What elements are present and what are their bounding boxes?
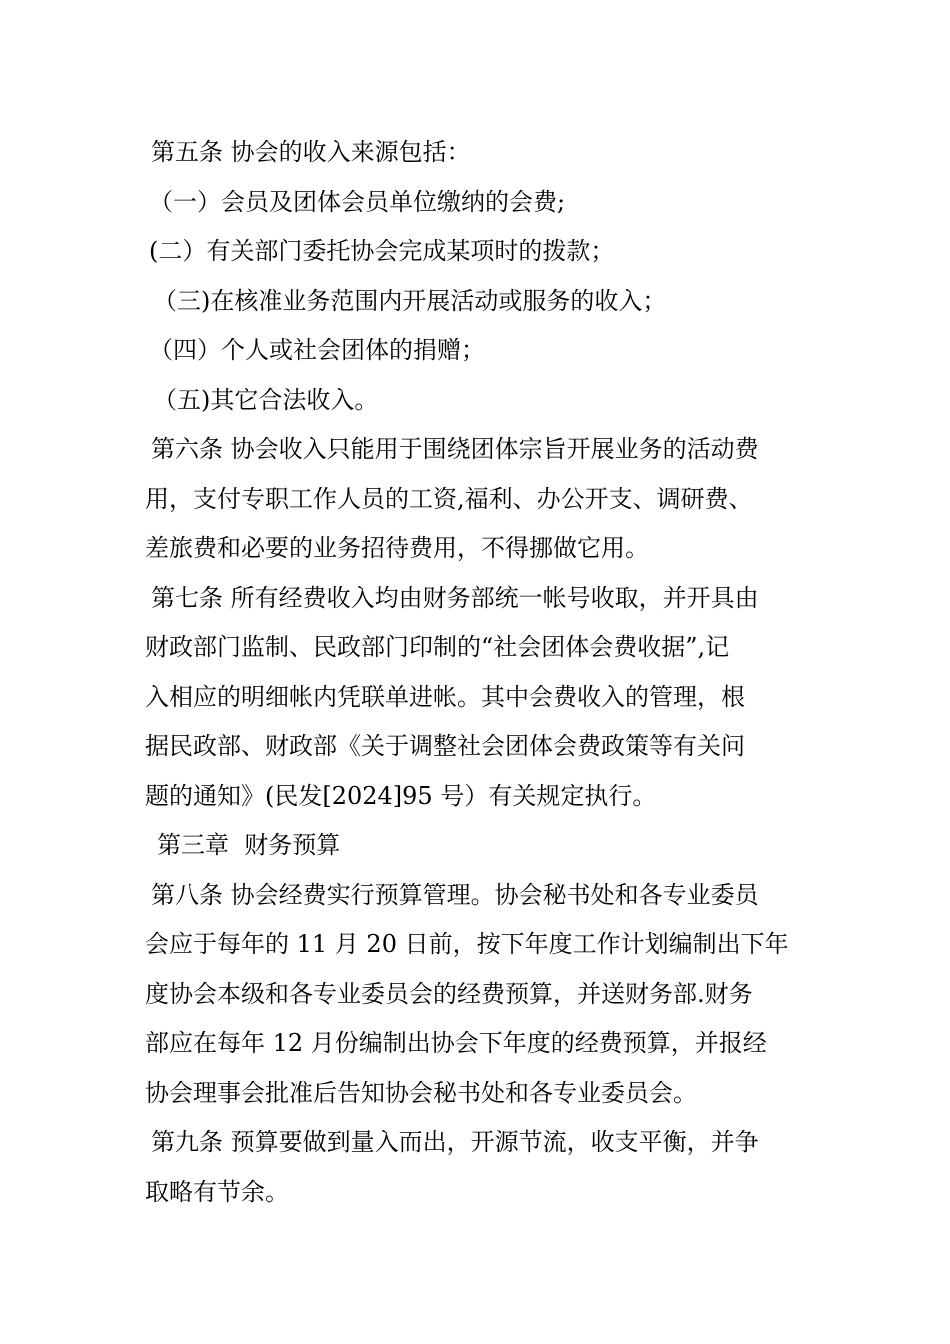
article-8-line: 会应于每年的 11 月 20 日前，按下年度工作计划编制出下年 (145, 930, 789, 958)
article-7-line: 财政部门监制、民政部门印制的“社会团体会费收据”,记 (145, 633, 730, 661)
article-7-line: 题的通知》(民发[2024]95 号）有关规定执行。 (145, 781, 657, 810)
article-7 (145, 574, 810, 822)
article-6-line: 差旅费和必要的业务招待费用，不得挪做它用。 (145, 534, 649, 562)
chapter-3-title: 第三章 财务预算 (157, 831, 341, 859)
article-5-heading: 第五条 协会的收入来源包括： (151, 138, 471, 166)
article-9-line: 第九条 预算要做到量入而出，开源节流，收支平衡，并争 (151, 1128, 759, 1156)
article-8-line: 第八条 协会经费实行预算管理。协会秘书处和各专业委员 (151, 880, 759, 909)
income-item-4: （四）个人或社会团体的捐赠； (149, 336, 485, 364)
article-8-line: 部应在每年 12 月份编制出协会下年度的经费预算，并报经 (145, 1029, 767, 1057)
article-7-line: 入相应的明细帐内凭联单进帐。其中会费收入的管理，根 (145, 682, 745, 711)
article-8-line: 协会理事会批准后告知协会秘书处和各专业委员会。 (145, 1078, 697, 1107)
article-6-line: 用，支付专职工作人员的工资,福利、办公开支、调研费、 (145, 484, 753, 513)
article-9-line: 取略有节余。 (145, 1177, 289, 1206)
article-7-line: 第七条 所有经费收入均由财务部统一帐号收取，并开具由 (151, 583, 759, 612)
article-7-line: 据民政部、财政部《关于调整社会团体会费政策等有关问 (145, 732, 745, 760)
income-item-1: （一）会员及团体会员单位缴纳的会费; (149, 187, 566, 216)
article-8 (145, 871, 810, 1119)
income-item-2: (二）有关部门委托协会完成某项时的拨款； (149, 237, 615, 265)
article-8-line: 度协会本级和各专业委员会的经费预算，并送财务部.财务 (145, 979, 753, 1008)
article-6 (145, 425, 810, 574)
article-9 (145, 1118, 810, 1217)
article-6-line: 第六条 协会收入只能用于围绕团体宗旨开展业务的活动费 (151, 435, 759, 463)
income-item-3: （三)在核准业务范围内开展活动或服务的收入； (153, 286, 667, 315)
income-item-5: （五)其它合法收入。 (153, 385, 379, 414)
document-body (145, 128, 810, 1217)
